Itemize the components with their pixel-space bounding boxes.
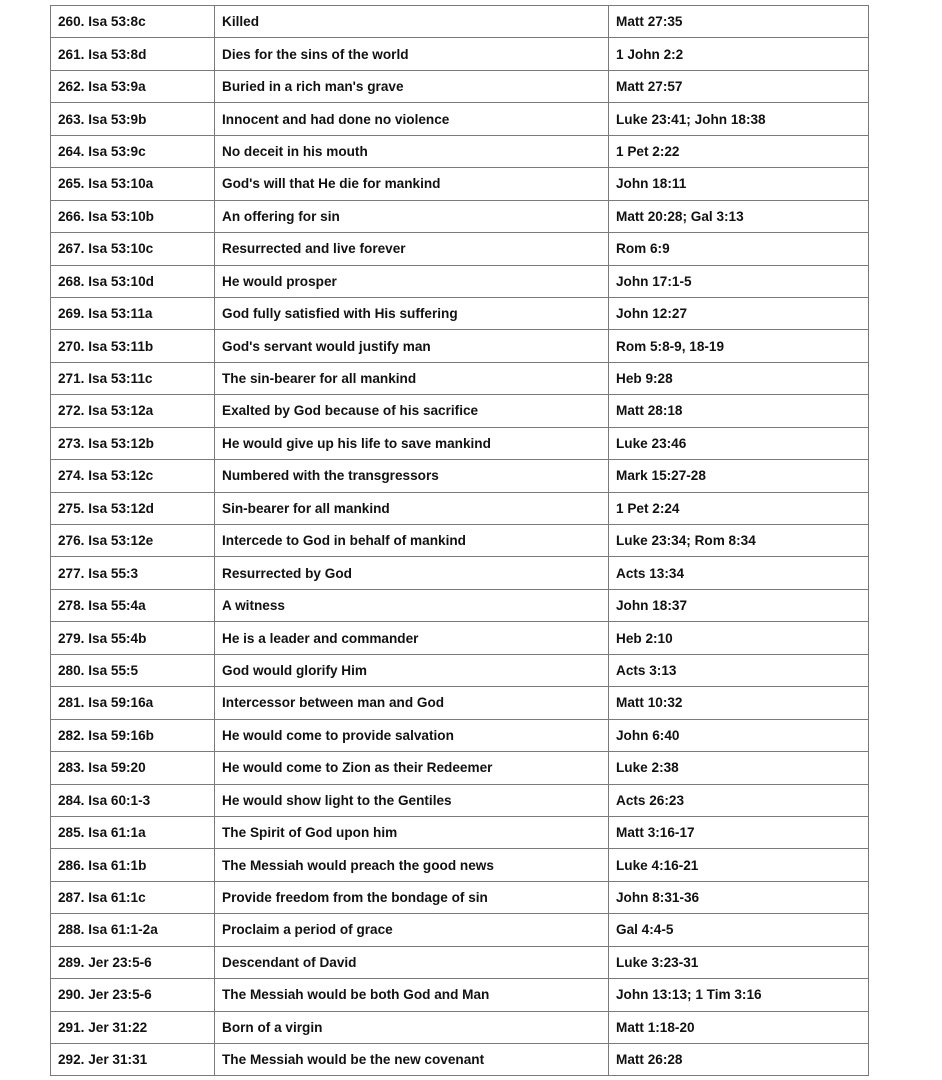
prophecy-description: God would glorify Him — [215, 654, 609, 686]
prophecy-description: The Spirit of God upon him — [215, 816, 609, 848]
fulfillment-reference: Matt 10:32 — [609, 687, 869, 719]
prophecy-reference: 266. Isa 53:10b — [51, 200, 215, 232]
fulfillment-reference: Matt 26:28 — [609, 1044, 869, 1076]
table-row — [51, 297, 869, 329]
prophecy-description: Descendant of David — [215, 946, 609, 978]
prophecy-reference: 271. Isa 53:11c — [51, 362, 215, 394]
fulfillment-reference: Acts 3:13 — [609, 654, 869, 686]
prophecy-reference: 286. Isa 61:1b — [51, 849, 215, 881]
fulfillment-reference: John 12:27 — [609, 297, 869, 329]
table-body — [51, 6, 869, 1076]
prophecy-reference: 267. Isa 53:10c — [51, 233, 215, 265]
table-row — [51, 168, 869, 200]
table-row — [51, 427, 869, 459]
prophecy-description: God's servant would justify man — [215, 330, 609, 362]
prophecy-description: Provide freedom from the bondage of sin — [215, 881, 609, 913]
prophecy-reference: 273. Isa 53:12b — [51, 427, 215, 459]
prophecy-reference: 261. Isa 53:8d — [51, 38, 215, 70]
table-row — [51, 330, 869, 362]
prophecy-description: He would come to Zion as their Redeemer — [215, 752, 609, 784]
table-row — [51, 492, 869, 524]
fulfillment-reference: Matt 1:18-20 — [609, 1011, 869, 1043]
table-row — [51, 265, 869, 297]
table-row — [51, 622, 869, 654]
table-row — [51, 849, 869, 881]
prophecy-reference: 275. Isa 53:12d — [51, 492, 215, 524]
table-row — [51, 946, 869, 978]
fulfillment-reference: 1 Pet 2:24 — [609, 492, 869, 524]
prophecy-reference: 269. Isa 53:11a — [51, 297, 215, 329]
prophecy-reference: 284. Isa 60:1-3 — [51, 784, 215, 816]
prophecy-description: He is a leader and commander — [215, 622, 609, 654]
fulfillment-reference: Rom 5:8-9, 18-19 — [609, 330, 869, 362]
table-row — [51, 1044, 869, 1076]
table-row — [51, 362, 869, 394]
prophecy-reference: 270. Isa 53:11b — [51, 330, 215, 362]
fulfillment-reference: Luke 2:38 — [609, 752, 869, 784]
table-row — [51, 589, 869, 621]
prophecy-reference: 289. Jer 23:5-6 — [51, 946, 215, 978]
table-row — [51, 784, 869, 816]
prophecy-description: An offering for sin — [215, 200, 609, 232]
prophecy-table — [50, 5, 869, 1076]
prophecy-description: Resurrected and live forever — [215, 233, 609, 265]
prophecy-description: Proclaim a period of grace — [215, 914, 609, 946]
prophecy-reference: 292. Jer 31:31 — [51, 1044, 215, 1076]
fulfillment-reference: Matt 20:28; Gal 3:13 — [609, 200, 869, 232]
table-row — [51, 135, 869, 167]
prophecy-reference: 263. Isa 53:9b — [51, 103, 215, 135]
table-row — [51, 687, 869, 719]
table-row — [51, 557, 869, 589]
prophecy-description: No deceit in his mouth — [215, 135, 609, 167]
prophecy-description: Dies for the sins of the world — [215, 38, 609, 70]
table-row — [51, 914, 869, 946]
prophecy-description: God's will that He die for mankind — [215, 168, 609, 200]
fulfillment-reference: Matt 28:18 — [609, 395, 869, 427]
prophecy-description: Sin-bearer for all mankind — [215, 492, 609, 524]
table-row — [51, 460, 869, 492]
prophecy-description: He would give up his life to save mankind — [215, 427, 609, 459]
table-row — [51, 1011, 869, 1043]
prophecy-description: Intercede to God in behalf of mankind — [215, 525, 609, 557]
prophecy-description: The Messiah would preach the good news — [215, 849, 609, 881]
fulfillment-reference: 1 John 2:2 — [609, 38, 869, 70]
fulfillment-reference: Acts 13:34 — [609, 557, 869, 589]
table-row — [51, 752, 869, 784]
prophecy-description: Resurrected by God — [215, 557, 609, 589]
prophecy-reference: 291. Jer 31:22 — [51, 1011, 215, 1043]
table-row — [51, 233, 869, 265]
prophecy-description: God fully satisfied with His suffering — [215, 297, 609, 329]
table-row — [51, 525, 869, 557]
fulfillment-reference: Luke 23:41; John 18:38 — [609, 103, 869, 135]
prophecy-reference: 283. Isa 59:20 — [51, 752, 215, 784]
fulfillment-reference: Mark 15:27-28 — [609, 460, 869, 492]
prophecy-reference: 288. Isa 61:1-2a — [51, 914, 215, 946]
fulfillment-reference: Heb 9:28 — [609, 362, 869, 394]
fulfillment-reference: Rom 6:9 — [609, 233, 869, 265]
table-row — [51, 103, 869, 135]
prophecy-description: The Messiah would be both God and Man — [215, 979, 609, 1011]
prophecy-reference: 260. Isa 53:8c — [51, 6, 215, 38]
table-row — [51, 38, 869, 70]
table-row — [51, 395, 869, 427]
fulfillment-reference: John 6:40 — [609, 719, 869, 751]
fulfillment-reference: Heb 2:10 — [609, 622, 869, 654]
table-row — [51, 6, 869, 38]
table-row — [51, 654, 869, 686]
prophecy-reference: 282. Isa 59:16b — [51, 719, 215, 751]
prophecy-reference: 290. Jer 23:5-6 — [51, 979, 215, 1011]
table-row — [51, 881, 869, 913]
fulfillment-reference: Matt 3:16-17 — [609, 816, 869, 848]
prophecy-description: Killed — [215, 6, 609, 38]
prophecy-description: Intercessor between man and God — [215, 687, 609, 719]
prophecy-reference: 262. Isa 53:9a — [51, 70, 215, 102]
fulfillment-reference: Luke 3:23-31 — [609, 946, 869, 978]
prophecy-description: He would show light to the Gentiles — [215, 784, 609, 816]
prophecy-reference: 280. Isa 55:5 — [51, 654, 215, 686]
fulfillment-reference: Matt 27:57 — [609, 70, 869, 102]
prophecy-reference: 287. Isa 61:1c — [51, 881, 215, 913]
fulfillment-reference: Matt 27:35 — [609, 6, 869, 38]
prophecy-description: Buried in a rich man's grave — [215, 70, 609, 102]
fulfillment-reference: Luke 23:46 — [609, 427, 869, 459]
fulfillment-reference: Luke 4:16-21 — [609, 849, 869, 881]
fulfillment-reference: John 18:11 — [609, 168, 869, 200]
prophecy-reference: 272. Isa 53:12a — [51, 395, 215, 427]
prophecy-reference: 281. Isa 59:16a — [51, 687, 215, 719]
prophecy-description: The sin-bearer for all mankind — [215, 362, 609, 394]
table-row — [51, 719, 869, 751]
fulfillment-reference: John 13:13; 1 Tim 3:16 — [609, 979, 869, 1011]
prophecy-reference: 274. Isa 53:12c — [51, 460, 215, 492]
prophecy-description: He would prosper — [215, 265, 609, 297]
prophecy-description: Innocent and had done no violence — [215, 103, 609, 135]
fulfillment-reference: 1 Pet 2:22 — [609, 135, 869, 167]
table-row — [51, 816, 869, 848]
prophecy-reference: 285. Isa 61:1a — [51, 816, 215, 848]
prophecy-reference: 278. Isa 55:4a — [51, 589, 215, 621]
fulfillment-reference: Luke 23:34; Rom 8:34 — [609, 525, 869, 557]
prophecy-reference: 277. Isa 55:3 — [51, 557, 215, 589]
table-row — [51, 979, 869, 1011]
fulfillment-reference: Acts 26:23 — [609, 784, 869, 816]
prophecy-reference: 276. Isa 53:12e — [51, 525, 215, 557]
prophecy-description: Born of a virgin — [215, 1011, 609, 1043]
prophecy-description: Exalted by God because of his sacrifice — [215, 395, 609, 427]
fulfillment-reference: John 18:37 — [609, 589, 869, 621]
prophecy-reference: 265. Isa 53:10a — [51, 168, 215, 200]
prophecy-description: A witness — [215, 589, 609, 621]
prophecy-description: Numbered with the transgressors — [215, 460, 609, 492]
table-row — [51, 200, 869, 232]
fulfillment-reference: John 17:1-5 — [609, 265, 869, 297]
fulfillment-reference: Gal 4:4-5 — [609, 914, 869, 946]
prophecy-description: He would come to provide salvation — [215, 719, 609, 751]
prophecy-reference: 268. Isa 53:10d — [51, 265, 215, 297]
prophecy-reference: 279. Isa 55:4b — [51, 622, 215, 654]
fulfillment-reference: John 8:31-36 — [609, 881, 869, 913]
table-row — [51, 70, 869, 102]
prophecy-reference: 264. Isa 53:9c — [51, 135, 215, 167]
prophecy-description: The Messiah would be the new covenant — [215, 1044, 609, 1076]
